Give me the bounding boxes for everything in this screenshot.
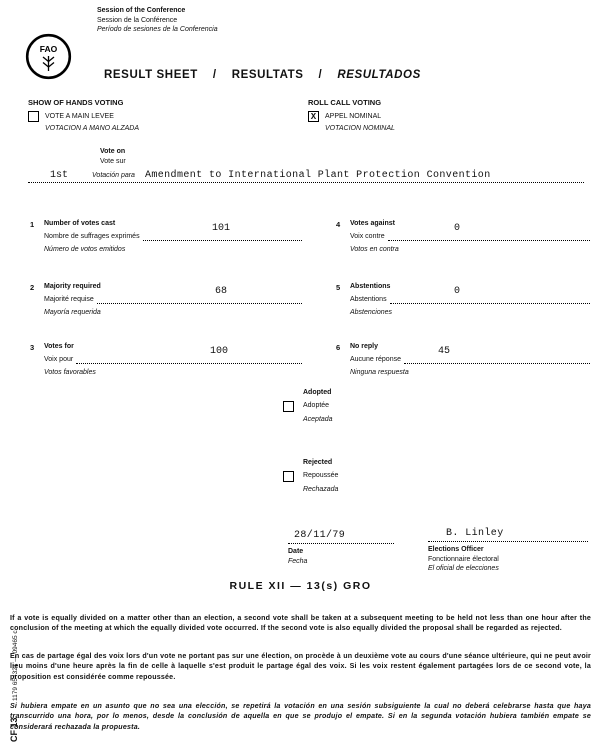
vote-on-labels	[100, 147, 126, 166]
show-of-hands-label-es: VOTACION A MANO ALZADA	[45, 125, 139, 132]
roll-call-section	[308, 98, 395, 134]
officer-label-es: El oficial de elecciones	[428, 565, 499, 572]
page-title	[104, 69, 421, 81]
field-label-es: Votos en contra	[350, 246, 399, 253]
field-value: 0	[454, 223, 461, 234]
title-separator: /	[318, 69, 323, 81]
field-label-en: Abstentions	[350, 283, 391, 290]
session-header	[97, 6, 218, 35]
field-index: 5	[336, 283, 341, 292]
show-of-hands-title: SHOW OF HANDS VOTING	[28, 98, 124, 107]
date-value: 28/11/79	[294, 530, 346, 541]
field-abstentions	[336, 282, 590, 317]
adopted-label-en: Adopted	[303, 389, 332, 396]
date-label-en: Date	[288, 548, 304, 555]
field-value: 100	[210, 346, 229, 357]
vote-ordinal: 1st	[50, 170, 69, 181]
field-votes-for	[30, 342, 302, 377]
session-line-fr: Session de la Conférence	[97, 16, 178, 24]
rule-paragraph-en: If a vote is equally divided on a matter other than an election, a second vote shall be taken at a subsequent meeting to be held not less than one hour after the conclusion of the meeting at which the equally divided vote occurred. If the second vote is also equally divided the proposal shall be regarded as rejected.	[10, 614, 591, 633]
rule-paragraph-es: Si hubiera empate en un asunto que no sea una elección, se repetirá la votación en una sesión subsiguiente la cual no deberá celebrarse hasta que haya transcurrido una hora, por lo menos, desde la conclusión de aquella en que se produjo el empate. Si en la segunda votación hubiera también empate se considerará rechazada la propuesta.	[10, 702, 591, 731]
field-label-en: Votes for	[44, 343, 74, 350]
field-label-fr: Abstentions	[350, 296, 387, 303]
title-es: RESULTADOS	[337, 69, 421, 81]
field-value: 45	[438, 346, 451, 357]
field-value: 101	[212, 223, 231, 234]
fao-logo	[25, 33, 72, 85]
date-block	[288, 530, 394, 566]
adopted-section	[283, 388, 333, 424]
field-label-es: Votos favorables	[44, 369, 96, 376]
fao-logo-text: FAO	[39, 44, 58, 54]
field-index: 2	[30, 283, 35, 292]
vote-on-label-fr: Vote sur	[100, 157, 126, 165]
field-label-es: Abstenciones	[350, 309, 393, 316]
roll-call-checkbox: X	[308, 111, 319, 122]
field-index: 4	[336, 220, 341, 229]
dotted-leader	[97, 302, 302, 304]
field-label-fr: Voix contre	[350, 233, 385, 240]
session-line-es: Período de sesiones de la Conferencia	[97, 26, 218, 33]
show-of-hands-checkbox	[28, 111, 39, 122]
roll-call-label-es: VOTACION NOMINAL	[325, 125, 395, 132]
print-code: 1179 654321 — 09465 c	[12, 630, 19, 702]
field-label-fr: Majorité requise	[44, 296, 94, 303]
rejected-label-en: Rejected	[303, 459, 333, 466]
rejected-label-es: Rechazada	[303, 485, 339, 493]
field-label-en: Number of votes cast	[44, 220, 116, 227]
vote-on-label-en: Vote on	[100, 148, 126, 155]
adopted-label-es: Aceptada	[303, 415, 333, 423]
date-label-es: Fecha	[288, 557, 308, 565]
field-label-en: Majority required	[44, 283, 101, 290]
officer-label-en: Elections Officer	[428, 546, 484, 553]
field-label-fr: Voix pour	[44, 356, 74, 363]
field-value: 68	[215, 286, 228, 297]
field-index: 1	[30, 220, 35, 229]
field-label-en: Votes against	[350, 220, 395, 227]
signature-line	[428, 541, 588, 542]
officer-label-fr: Fonctionnaire électoral	[428, 555, 499, 563]
dotted-leader	[143, 239, 302, 241]
field-no-reply	[336, 342, 590, 377]
field-label-es: Número de votos emitidos	[44, 246, 126, 253]
rejected-checkbox	[283, 471, 294, 482]
signature-line	[288, 543, 394, 544]
adopted-checkbox	[283, 401, 294, 412]
field-number-of-votes-cast	[30, 219, 302, 254]
show-of-hands-label-fr: VOTE A MAIN LEVEE	[45, 112, 114, 120]
form-code: CF 13	[9, 717, 19, 742]
show-of-hands-section	[28, 98, 139, 134]
field-label-fr: Aucune réponse	[350, 356, 401, 363]
title-en: RESULT SHEET	[104, 69, 198, 81]
dotted-leader	[404, 362, 590, 364]
field-votes-against	[336, 219, 590, 254]
field-index: 3	[30, 343, 35, 352]
rejected-label-fr: Repoussée	[303, 472, 339, 480]
form-code-vertical	[4, 630, 22, 742]
field-label-es: Ninguna respuesta	[350, 369, 409, 376]
dotted-leader	[76, 362, 302, 364]
field-value: 0	[454, 286, 461, 297]
roll-call-title: ROLL CALL VOTING	[308, 98, 382, 107]
adopted-label-fr: Adoptée	[303, 402, 330, 410]
fao-emblem-icon	[25, 33, 72, 80]
session-line-en: Session of the Conference	[97, 7, 186, 14]
field-label-en: No reply	[350, 343, 379, 350]
rule-heading: RULE XII — 13(s) GRO	[229, 580, 372, 592]
field-index: 6	[336, 343, 341, 352]
rule-paragraph-fr: En cas de partage égal des voix lors d'un vote ne portant pas sur une élection, on procède à un deuxième vote au cours d'une séance ultérieure, qui ne peut avoir lieu moins d'une heure après la fin de celle à laquelle s'est produit le partage égal des voix. Si les voix restent également partagées lors de ce second vote, la proposition est considérée comme repoussée.	[10, 652, 591, 681]
vote-subject-line	[28, 166, 584, 183]
rejected-section	[283, 458, 338, 494]
vote-subject: Amendment to International Plant Protection Convention	[144, 170, 491, 181]
field-majority-required	[30, 282, 302, 317]
wheat-icon	[43, 56, 54, 71]
field-label-es: Mayoría requerida	[44, 309, 101, 316]
officer-block	[428, 528, 588, 574]
title-fr: RESULTATS	[231, 69, 304, 81]
roll-call-label-fr: APPEL NOMINAL	[325, 112, 382, 120]
field-label-fr: Nombre de suffrages exprimés	[44, 233, 140, 240]
title-separator: /	[212, 69, 217, 81]
dotted-leader	[390, 302, 590, 304]
dotted-leader	[388, 239, 590, 241]
officer-signature: B. Linley	[446, 528, 504, 539]
vote-on-label-es: Votación para	[92, 171, 135, 179]
